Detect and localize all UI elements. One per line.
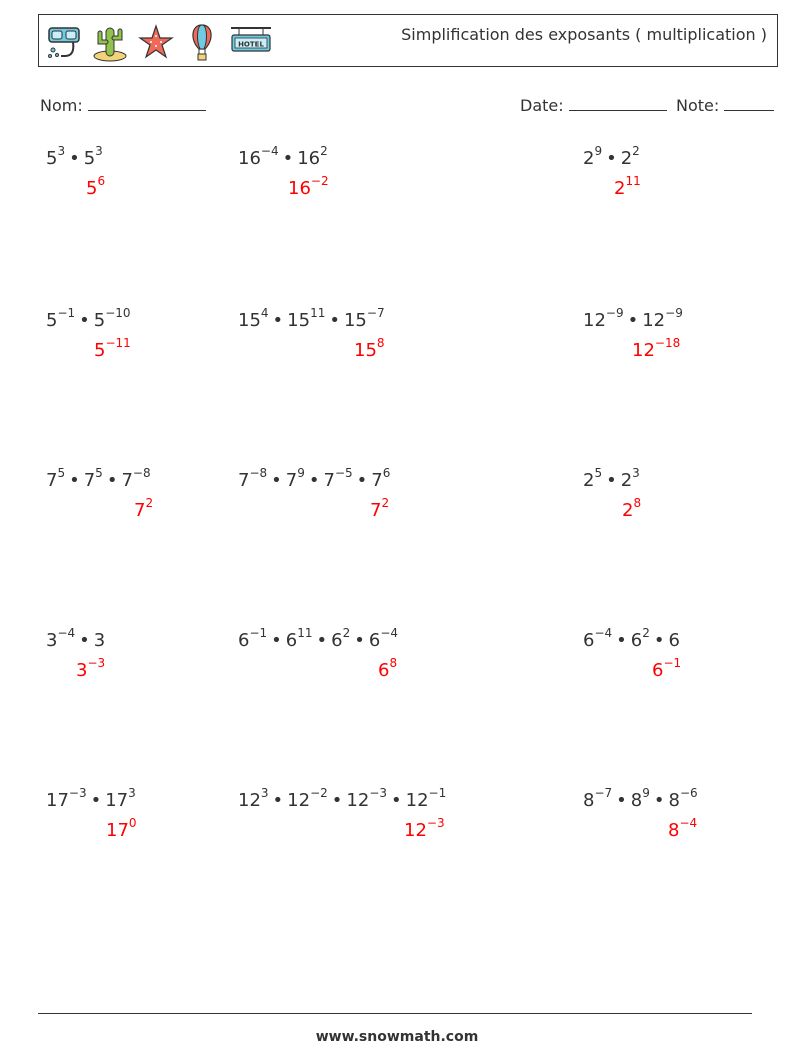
note-blank[interactable] xyxy=(724,94,774,111)
power xyxy=(630,786,650,811)
answer-expression xyxy=(134,498,153,521)
multiply-dot: • xyxy=(308,470,320,491)
power xyxy=(238,786,269,811)
base: 12 xyxy=(238,790,261,811)
problem-expression xyxy=(583,628,680,651)
base: 7 xyxy=(323,470,335,491)
footer-url: www.snowmath.com xyxy=(315,1029,479,1045)
power xyxy=(94,630,105,651)
exponent: 11 xyxy=(625,174,641,188)
exponent: −2 xyxy=(310,786,328,800)
multiply-dot: • xyxy=(272,790,284,811)
exponent: −3 xyxy=(369,786,388,800)
note-field xyxy=(676,94,774,115)
power xyxy=(642,306,683,331)
exponent: −3 xyxy=(68,786,87,800)
multiply-dot: • xyxy=(616,630,627,651)
power xyxy=(354,336,385,361)
exponent: 3 xyxy=(57,144,66,158)
answer-expression xyxy=(288,176,329,199)
multiply-dot: • xyxy=(331,790,343,811)
problem-expression xyxy=(238,308,385,331)
power xyxy=(83,144,103,169)
power xyxy=(632,336,681,361)
power xyxy=(106,816,137,841)
exponent: 3 xyxy=(128,786,136,800)
problem-expression xyxy=(46,468,151,491)
exponent: 11 xyxy=(297,626,313,640)
power xyxy=(297,144,328,169)
exponent: 8 xyxy=(376,336,385,350)
base: 8 xyxy=(668,820,680,841)
power xyxy=(346,786,388,811)
problem-expression xyxy=(238,788,446,811)
power xyxy=(583,144,603,169)
exponent: −4 xyxy=(594,626,613,640)
base: 7 xyxy=(46,470,58,491)
multiply-dot: • xyxy=(69,148,80,169)
base: 2 xyxy=(620,470,633,491)
base: 2 xyxy=(583,470,595,491)
exponent: −9 xyxy=(605,306,624,320)
base: 7 xyxy=(83,470,96,491)
multiply-dot: • xyxy=(106,470,118,491)
multiply-dot: • xyxy=(271,630,282,651)
power xyxy=(287,786,328,811)
power xyxy=(288,174,329,199)
base: 15 xyxy=(238,310,261,331)
multiply-dot: • xyxy=(79,310,90,331)
exponent: −6 xyxy=(679,786,698,800)
problem-expression xyxy=(583,788,698,811)
problem-expression xyxy=(583,308,683,331)
power xyxy=(370,496,390,521)
exponent: −4 xyxy=(679,816,698,830)
multiply-dot: • xyxy=(282,148,294,169)
exponent: −4 xyxy=(57,626,76,640)
answer-expression xyxy=(632,338,680,361)
base: 17 xyxy=(46,790,69,811)
exponent: −2 xyxy=(310,174,329,188)
answer-expression xyxy=(622,498,641,521)
problem-expression xyxy=(583,146,640,169)
base: 5 xyxy=(86,178,98,199)
footer-divider xyxy=(38,1013,752,1014)
power xyxy=(630,626,650,651)
exponent: −1 xyxy=(428,786,447,800)
exponent: −1 xyxy=(249,626,268,640)
base: 8 xyxy=(668,790,680,811)
worksheet-header xyxy=(38,14,778,67)
base: 6 xyxy=(668,630,680,651)
multiply-dot: • xyxy=(79,630,90,651)
power xyxy=(46,306,76,331)
base: 17 xyxy=(106,820,129,841)
base: 8 xyxy=(630,790,643,811)
power xyxy=(405,786,447,811)
base: 2 xyxy=(622,500,634,521)
base: 7 xyxy=(285,470,298,491)
base: 5 xyxy=(46,148,58,169)
base: 5 xyxy=(94,340,106,361)
exponent: 11 xyxy=(310,306,326,320)
power xyxy=(285,626,313,651)
exponent: −4 xyxy=(260,144,279,158)
problem-expression xyxy=(583,468,640,491)
header-icons xyxy=(45,22,273,62)
note-label: Note: xyxy=(676,96,720,115)
exponent: 5 xyxy=(594,466,603,480)
base: 6 xyxy=(630,630,643,651)
base: 6 xyxy=(285,630,298,651)
exponent: 8 xyxy=(633,496,642,510)
base: 16 xyxy=(238,148,261,169)
exponent: 8 xyxy=(389,656,398,670)
answer-expression xyxy=(378,658,397,681)
name-blank[interactable] xyxy=(88,94,206,111)
problem-expression xyxy=(46,146,103,169)
power xyxy=(46,626,76,651)
power xyxy=(583,466,603,491)
base: 2 xyxy=(583,148,595,169)
power xyxy=(105,786,136,811)
answer-expression xyxy=(652,658,681,681)
exponent: 5 xyxy=(95,466,103,480)
answer-expression xyxy=(86,176,105,199)
power xyxy=(583,786,613,811)
power xyxy=(620,466,640,491)
name-label: Nom: xyxy=(40,96,83,115)
date-field xyxy=(520,94,667,115)
answer-expression xyxy=(354,338,385,361)
base: 6 xyxy=(378,660,390,681)
base: 15 xyxy=(343,310,367,331)
power xyxy=(331,626,351,651)
exponent: 5 xyxy=(57,466,66,480)
multiply-dot: • xyxy=(356,470,368,491)
exponent: −8 xyxy=(249,466,268,480)
answer-expression xyxy=(106,818,137,841)
power xyxy=(404,816,445,841)
date-blank[interactable] xyxy=(569,94,667,111)
base: 7 xyxy=(121,470,133,491)
power xyxy=(86,174,106,199)
exponent: 6 xyxy=(382,466,391,480)
exponent: 4 xyxy=(260,306,269,320)
power xyxy=(46,466,66,491)
cactus-icon xyxy=(91,22,129,62)
problem-expression xyxy=(238,468,390,491)
snorkel-mask-icon xyxy=(45,22,83,62)
exponent: −18 xyxy=(654,336,681,350)
base: 7 xyxy=(370,500,382,521)
base: 16 xyxy=(288,178,311,199)
problem-expression xyxy=(238,146,328,169)
power xyxy=(669,630,680,651)
power xyxy=(652,656,682,681)
answer-expression xyxy=(94,338,131,361)
worksheet-title xyxy=(387,26,767,44)
exponent: 2 xyxy=(381,496,390,510)
multiply-dot: • xyxy=(391,790,402,811)
multiply-dot: • xyxy=(653,790,665,811)
exponent: 6 xyxy=(97,174,106,188)
base: 12 xyxy=(346,790,370,811)
answer-expression xyxy=(614,176,641,199)
problem-expression xyxy=(46,628,105,651)
power xyxy=(583,626,613,651)
multiply-dot: • xyxy=(329,310,340,331)
base: 6 xyxy=(583,630,595,651)
base: 6 xyxy=(238,630,250,651)
power xyxy=(93,306,131,331)
power xyxy=(238,626,268,651)
power xyxy=(121,466,151,491)
exponent: 2 xyxy=(145,496,154,510)
base: 5 xyxy=(46,310,58,331)
multiply-dot: • xyxy=(616,790,627,811)
multiply-dot: • xyxy=(354,630,365,651)
base: 5 xyxy=(93,310,106,331)
multiply-dot: • xyxy=(90,790,102,811)
base: 6 xyxy=(368,630,381,651)
answer-expression xyxy=(668,818,697,841)
problem-expression xyxy=(46,308,131,331)
base: 17 xyxy=(105,790,129,811)
power xyxy=(94,336,131,361)
exponent: 2 xyxy=(320,144,328,158)
power xyxy=(285,466,305,491)
multiply-dot: • xyxy=(627,310,639,331)
exponent: −1 xyxy=(57,306,76,320)
power xyxy=(238,306,269,331)
multiply-dot: • xyxy=(69,470,80,491)
answer-expression xyxy=(76,658,105,681)
power xyxy=(620,144,640,169)
base: 12 xyxy=(287,790,311,811)
power xyxy=(583,306,624,331)
base: 2 xyxy=(614,178,626,199)
power xyxy=(668,816,698,841)
multiply-dot: • xyxy=(316,630,328,651)
exponent: −7 xyxy=(366,306,385,320)
multiply-dot: • xyxy=(272,310,284,331)
base: 12 xyxy=(583,310,606,331)
base: 3 xyxy=(46,630,58,651)
multiply-dot: • xyxy=(606,148,617,169)
base: 7 xyxy=(238,470,250,491)
base: 15 xyxy=(354,340,377,361)
multiply-dot: • xyxy=(606,470,617,491)
base: 6 xyxy=(652,660,664,681)
problem-expression xyxy=(238,628,398,651)
exponent: 3 xyxy=(95,144,103,158)
power xyxy=(134,496,154,521)
base: 15 xyxy=(287,310,311,331)
power xyxy=(238,144,279,169)
answer-expression xyxy=(404,818,445,841)
base: 3 xyxy=(76,660,88,681)
power xyxy=(378,656,398,681)
exponent: −9 xyxy=(665,306,683,320)
exponent: −3 xyxy=(426,816,445,830)
exponent: −1 xyxy=(663,656,682,670)
base: 2 xyxy=(620,148,633,169)
exponent: 9 xyxy=(297,466,305,480)
power xyxy=(323,466,353,491)
base: 12 xyxy=(632,340,655,361)
worksheet-title-text: Simplification des exposants ( multiplication ) xyxy=(401,25,767,44)
base: 12 xyxy=(404,820,427,841)
exponent: −3 xyxy=(87,656,106,670)
base: 12 xyxy=(405,790,429,811)
name-field xyxy=(40,94,206,115)
base: 7 xyxy=(371,470,383,491)
exponent: 2 xyxy=(342,626,351,640)
base: 7 xyxy=(134,500,146,521)
exponent: 3 xyxy=(632,466,640,480)
power xyxy=(668,786,698,811)
multiply-dot: • xyxy=(653,630,665,651)
hotel-sign-icon xyxy=(229,22,273,62)
power xyxy=(371,466,391,491)
problem-expression xyxy=(46,788,136,811)
exponent: 9 xyxy=(642,786,650,800)
power xyxy=(368,626,399,651)
exponent: −4 xyxy=(380,626,399,640)
answer-expression xyxy=(370,498,389,521)
exponent: 9 xyxy=(594,144,603,158)
base: 5 xyxy=(83,148,96,169)
power xyxy=(76,656,106,681)
base: 12 xyxy=(642,310,666,331)
exponent: −7 xyxy=(594,786,613,800)
power xyxy=(238,466,268,491)
hot-air-balloon-icon xyxy=(183,22,221,62)
multiply-dot: • xyxy=(271,470,282,491)
exponent: −11 xyxy=(105,336,131,350)
base: 3 xyxy=(93,630,106,651)
power xyxy=(614,174,641,199)
date-label: Date: xyxy=(520,96,564,115)
power xyxy=(343,306,385,331)
exponent: −10 xyxy=(105,306,131,320)
hotel-sign-text: HOTEL xyxy=(238,40,264,49)
exponent: 0 xyxy=(128,816,137,830)
power xyxy=(622,496,642,521)
power xyxy=(46,144,66,169)
exponent: 3 xyxy=(260,786,269,800)
exponent: 2 xyxy=(642,626,650,640)
exponent: −8 xyxy=(132,466,151,480)
power xyxy=(46,786,87,811)
power xyxy=(287,306,326,331)
exponent: 2 xyxy=(632,144,640,158)
base: 6 xyxy=(331,630,343,651)
exponent: −5 xyxy=(334,466,353,480)
base: 8 xyxy=(583,790,595,811)
starfish-icon xyxy=(137,22,175,62)
power xyxy=(83,466,103,491)
base: 16 xyxy=(297,148,321,169)
